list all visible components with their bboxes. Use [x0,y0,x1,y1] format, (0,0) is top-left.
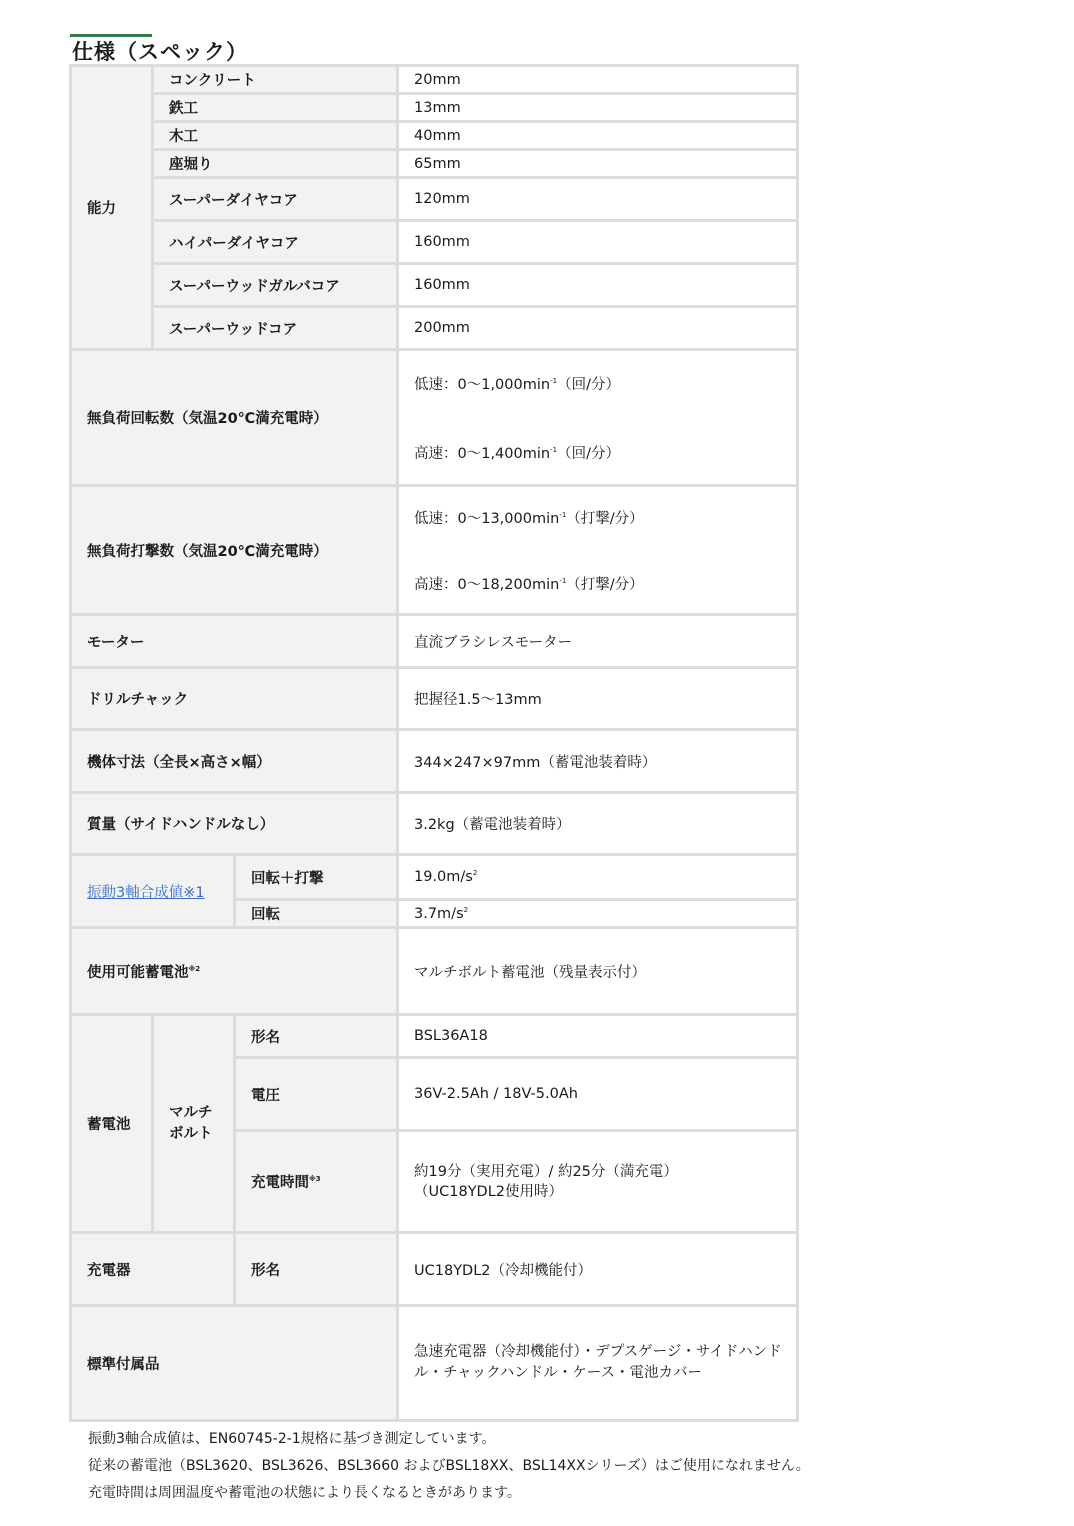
battery-charge-value-line1: 約19分（実用充電）/ 約25分（満充電） [414,1163,678,1180]
rotation-high-sup: -1 [550,445,558,454]
rotation-value [398,350,798,486]
mass-value: 3.2kg（蓄電池装着時） [398,793,798,855]
dimensions-value: 344×247×97mm（蓄電池装着時） [398,730,798,793]
capacity-row-label: 木工 [153,122,398,150]
table-row [71,66,798,94]
battery-usable-value: マルチボルト蓄電池（残量表示付） [398,928,798,1015]
accessories-label: 標準付属品 [71,1306,398,1421]
capacity-row-label: 鉄工 [153,94,398,122]
battery-sub-label-text: マルチボルト [169,1104,213,1142]
battery-charge-text: 充電時間 [251,1175,309,1191]
footnote-2: 従来の蓄電池（BSL3620、BSL3626、BSL3660 およびBSL18XX、BSL14XXシリーズ）はご使用になれません。 [88,1458,810,1474]
table-row [71,1233,798,1306]
table-row [71,221,798,264]
battery-voltage-value: 36V-2.5Ah / 18V-5.0Ah [398,1058,798,1131]
motor-value: 直流ブラシレスモーター [398,615,798,668]
capacity-row-value: 65mm [398,150,798,178]
capacity-row-value: 20mm [398,66,798,94]
vibration-row-label: 回転 [235,900,398,928]
accessories-value-text: 急速充電器（冷却機能付）・デプスゲージ・サイドハンドル・チャックハンドル・ケース・電池カバー [414,1344,782,1381]
table-row [71,1015,798,1058]
impact-high-text: 高速：0〜18,200min [414,576,560,593]
capacity-row-value: 120mm [398,178,798,221]
footnote-1: 振動3軸合成値は、EN60745-2-1規格に基づき測定しています。 [88,1431,496,1447]
impact-high-unit: （打撃/分） [566,576,644,593]
table-row [71,1306,798,1421]
motor-label: モーター [71,615,398,668]
battery-charge-value [398,1131,798,1233]
table-row [71,486,798,615]
table-row [71,94,798,122]
vibration-value-sup: 2 [472,869,478,878]
capacity-row-value: 160mm [398,221,798,264]
impact-low-text: 低速：0〜13,000min [414,510,560,527]
mass-label: 質量（サイドハンドルなし） [71,793,398,855]
table-row [71,668,798,730]
battery-usable-text: 使用可能蓄電池 [87,964,189,981]
rotation-low-unit: （回/分） [557,376,620,393]
capacity-row-value: 40mm [398,122,798,150]
rotation-high-unit: （回/分） [557,445,620,462]
battery-charge-sup: ※3 [309,1175,321,1184]
rotation-low [414,373,796,394]
table-row [71,150,798,178]
table-row [71,122,798,150]
battery-charge-value-line2: （UC18YDL2使用時） [414,1183,564,1200]
impact-low-unit: （打撃/分） [566,510,644,527]
impact-low-sup: -1 [559,510,567,519]
capacity-row-label: スーパーダイヤコア [153,178,398,221]
battery-model-value: BSL36A18 [398,1015,798,1058]
table-row [71,855,798,900]
footnote-3: 充電時間は周囲温度や蓄電池の状態により長くなるときがあります。 [88,1485,521,1501]
table-row [71,730,798,793]
battery-model-label: 形名 [235,1015,398,1058]
impact-value [398,486,798,615]
vibration-value-sup: 2 [463,905,469,914]
impact-low [414,507,796,528]
table-row [71,793,798,855]
battery-usable-label [71,928,398,1015]
vibration-value-text: 19.0m/s [414,869,473,885]
battery-sub-label [153,1015,235,1233]
rotation-high [414,442,796,463]
capacity-row-label: コンクリート [153,66,398,94]
vibration-row-value [398,855,798,900]
dimensions-label: 機体寸法（全長×高さ×幅） [71,730,398,793]
capacity-row-label: 座堀り [153,150,398,178]
table-row [71,350,798,486]
rotation-low-text: 低速：0〜1,000min [414,376,551,393]
charger-model-value: UC18YDL2（冷却機能付） [398,1233,798,1306]
capacity-row-value: 13mm [398,94,798,122]
table-row [71,264,798,307]
vibration-row-value [398,900,798,928]
capacity-row-label: スーパーウッドコア [153,307,398,350]
rotation-label: 無負荷回転数（気温20℃満充電時） [71,350,398,486]
capacity-row-label: ハイパーダイヤコア [153,221,398,264]
chuck-label: ドリルチャック [71,668,398,730]
charger-model-label: 形名 [235,1233,398,1306]
spec-table [69,64,799,1422]
chuck-value: 把握径1.5〜13mm [398,668,798,730]
battery-charge-label [235,1131,398,1233]
table-row [71,928,798,1015]
page-title: 仕様（スペック） [72,40,248,64]
footnotes [88,1426,810,1507]
battery-usable-sup: ※2 [188,964,201,973]
charger-label: 充電器 [71,1233,235,1306]
vibration-label-cell [71,855,235,928]
battery-voltage-label: 電圧 [235,1058,398,1131]
table-row [71,178,798,221]
capacity-label: 能力 [71,66,153,350]
table-row [71,307,798,350]
rotation-low-sup: -1 [550,376,558,385]
table-row [71,615,798,668]
impact-label: 無負荷打撃数（気温20℃満充電時） [71,486,398,615]
impact-high [414,573,796,594]
capacity-row-label: スーパーウッドガルバコア [153,264,398,307]
battery-label: 蓄電池 [71,1015,153,1233]
rotation-high-text: 高速：0〜1,400min [414,445,551,462]
capacity-row-value: 160mm [398,264,798,307]
accessories-value [398,1306,798,1421]
capacity-row-value: 200mm [398,307,798,350]
vibration-note-link[interactable]: 振動3軸合成値※1 [87,884,205,901]
impact-high-sup: -1 [559,576,567,585]
vibration-value-text: 3.7m/s [414,905,464,922]
vibration-row-label: 回転＋打撃 [235,855,398,900]
